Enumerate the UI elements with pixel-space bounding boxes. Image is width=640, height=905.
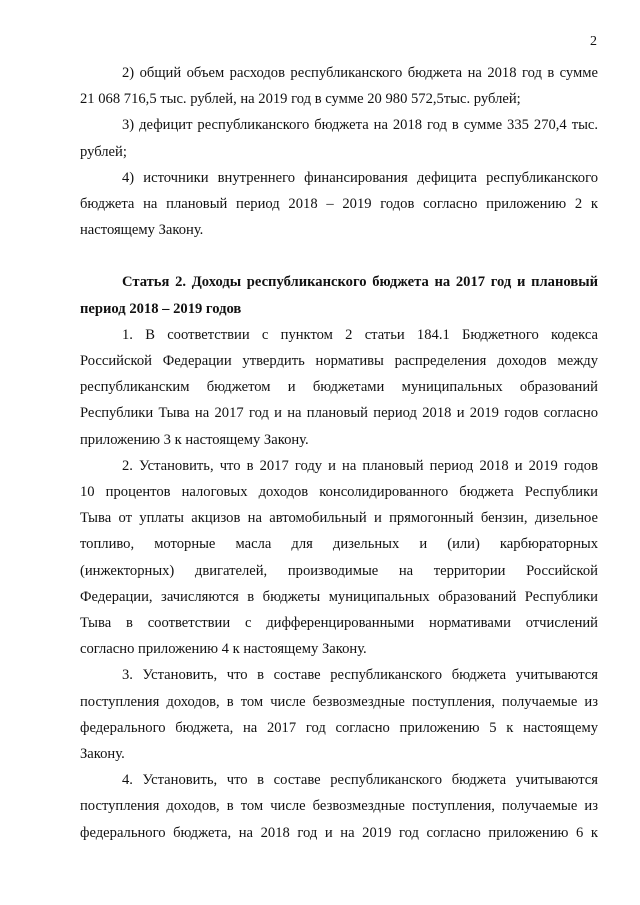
text-line: 4) источники внутреннего финансирования дефицита республиканского xyxy=(122,169,598,186)
text-line: 3) дефицит республиканского бюджета на 2018 год в сумме 335 270,4 тыс. xyxy=(122,117,598,134)
text-line: рублей; xyxy=(80,143,127,160)
paragraph xyxy=(80,453,598,663)
text-line: настоящему Закону. xyxy=(80,222,204,239)
text-line: 2. Установить, что в 2017 году и на плановый период 2018 и 2019 годов xyxy=(122,457,598,474)
text-line: 3. Установить, что в составе республиканского бюджета учитываются xyxy=(122,667,598,684)
paragraph xyxy=(80,767,598,846)
text-line: 21 068 716,5 тыс. рублей, на 2019 год в сумме 20 980 572,5тыс. рублей; xyxy=(80,91,521,108)
text-line: поступления доходов, в том числе безвозмездные поступления, получаемые из xyxy=(80,693,598,710)
text-line: поступления доходов, в том числе безвозмездные поступления, получаемые из xyxy=(80,798,598,815)
text-line: Статья 2. Доходы республиканского бюджета на 2017 год и плановый xyxy=(122,274,598,291)
text-line: приложению 3 к настоящему Закону. xyxy=(80,431,309,448)
text-line: федерального бюджета, на 2018 год и на 2019 год согласно приложению 6 к xyxy=(80,824,598,841)
text-line: (инжекторных) двигателей, производимые на территории Российской xyxy=(80,562,598,579)
paragraph xyxy=(80,662,598,767)
text-line: Тыва в соответствии с дифференцированными нормативами отчислений xyxy=(80,615,598,632)
text-line: топливо, моторные масла для дизельных и (или) карбюраторных xyxy=(80,536,598,553)
paragraph xyxy=(80,165,598,244)
article-heading xyxy=(80,269,598,321)
text-line: 10 процентов налоговых доходов консолидированного бюджета Республики xyxy=(80,484,598,501)
page-number: 2 xyxy=(590,34,597,49)
text-line: Тыва от уплаты акцизов на автомобильный и прямогонный бензин, дизельное xyxy=(80,510,598,527)
paragraph xyxy=(80,60,598,112)
text-line: бюджета на плановый период 2018 – 2019 годов согласно приложению 2 к xyxy=(80,196,598,213)
text-line: Российской Федерации утвердить нормативы распределения доходов между xyxy=(80,353,598,370)
text-line: 1. В соответствии с пунктом 2 статьи 184.1 Бюджетного кодекса xyxy=(122,326,598,343)
text-line: республиканским бюджетом и бюджетами муниципальных образований xyxy=(80,379,598,396)
paragraph xyxy=(80,112,598,164)
text-line: федерального бюджета, на 2017 год согласно приложению 5 к настоящему xyxy=(80,719,598,736)
text-line: период 2018 – 2019 годов xyxy=(80,300,242,317)
paragraph xyxy=(80,322,598,453)
text-line: Закону. xyxy=(80,746,125,763)
text-line: 4. Установить, что в составе республиканского бюджета учитываются xyxy=(122,772,598,789)
text-line: 2) общий объем расходов республиканского бюджета на 2018 год в сумме xyxy=(122,65,598,81)
text-line: Федерации, зачисляются в бюджеты муниципальных образований Республики xyxy=(80,588,598,605)
text-line: согласно приложению 4 к настоящему Закону. xyxy=(80,641,367,658)
document-body xyxy=(80,60,598,846)
text-line: Республики Тыва на 2017 год и на плановый период 2018 и 2019 годов согласно xyxy=(80,405,598,422)
